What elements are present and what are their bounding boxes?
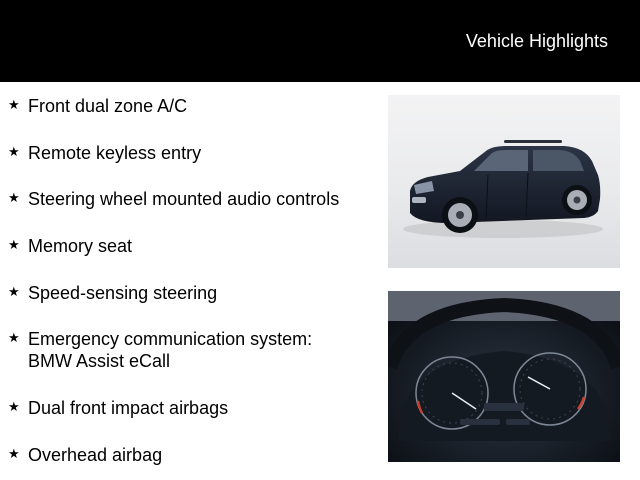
star-icon: ★ <box>8 446 20 461</box>
instrument-cluster-photo <box>388 291 620 462</box>
star-icon: ★ <box>8 284 20 299</box>
feature-text: Dual front impact airbags <box>28 398 229 418</box>
feature-text: Memory seat <box>28 236 133 256</box>
header-bar <box>0 0 640 82</box>
star-icon: ★ <box>8 330 20 345</box>
star-icon: ★ <box>8 237 20 252</box>
feature-text: Remote keyless entry <box>28 143 202 163</box>
feature-text: Overhead airbag <box>28 445 163 465</box>
page-title: Vehicle Highlights <box>465 31 608 51</box>
feature-text: Emergency communication system: BMW Assist eCall <box>28 329 313 371</box>
car-exterior-photo <box>388 95 620 268</box>
star-icon: ★ <box>8 190 20 205</box>
feature-text: Steering wheel mounted audio controls <box>28 189 340 209</box>
car-exterior-image <box>388 95 620 268</box>
star-icon: ★ <box>8 97 20 112</box>
star-icon: ★ <box>8 144 20 159</box>
feature-text: Speed-sensing steering <box>28 283 218 303</box>
feature-text: Front dual zone A/C <box>28 96 188 116</box>
star-icon: ★ <box>8 399 20 414</box>
instrument-cluster-image <box>388 291 620 462</box>
